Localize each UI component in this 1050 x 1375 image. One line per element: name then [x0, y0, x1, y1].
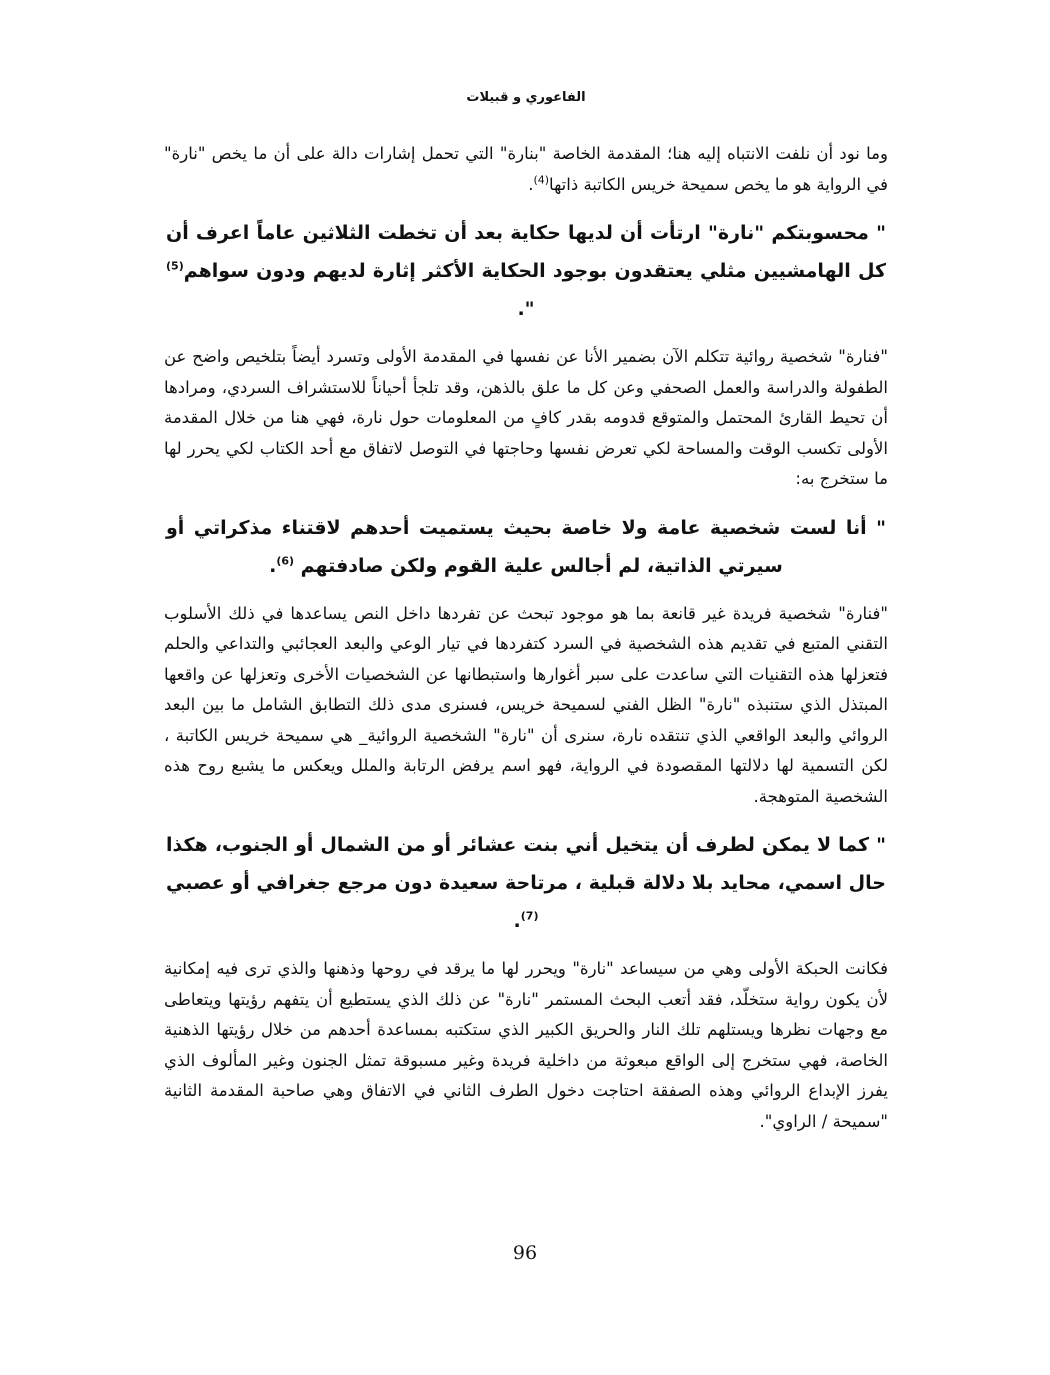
paragraph-fnara-unique: "فنارة" شخصية فريدة غير قانعة بما هو موجود تبحث عن تفردها داخل النص يساعدها في ذلك الأسلوب التقني المتبع في تقديم هذه الشخصية في السرد كتفردها في تيار الوعي والبعد العجائبي والتداعي والحلم فتعزلها هذه التقنيات التي ساعدت على سبر أغوارها واستبطانها عن الشخصيات الأخرى وتعزلها عن واقعها المبتذل الذي ستنبذه "نارة" الظل الفني لسميحة خريس، فسنرى مدى ذلك التطابق الشامل ما بين البعد الروائي والبعد الواقعي الذي تنتقده نارة، سنرى أن "نارة" الشخصية الروائية_ هي سميحة خريس الكاتبة ، لكن التسمية لها دلالتها المقصودة في الرواية، فهو اسم يرفض الرتابة والملل ويعكس ما يشبع روح هذه الشخصية المتوهجة. [164, 603, 888, 806]
paragraph-intro-text: وما نود أن نلفت الانتباه إليه هنا؛ المقدمة الخاصة "بنارة" التي تحمل إشارات دالة على أن ما يخص "نارة" في الرواية هو ما يخص سميحة خريس الكاتبة ذاتها [164, 144, 888, 194]
quote-block-2 [164, 509, 888, 585]
paragraph-intro [164, 139, 888, 200]
running-header: الفاعوري و قبيلات [466, 90, 586, 105]
quote-block-2-end: . [269, 554, 277, 577]
quote-block-2-text: " أنا لست شخصية عامة ولا خاصة بحيث يستميت أحدهم لاقتناء مذكراتي أو سيرتي الذاتية، لم أجالس علية القوم ولكن صادفتهم [166, 516, 886, 577]
quote-block-3-text: " كما لا يمكن لطرف أن يتخيل أني بنت عشائر أو من الشمال أو الجنوب، هكذا حال اسمي، محايد بلا دلالة قبلية ، مرتاحة سعيدة دون مرجع جغرافي أو عصبي [166, 834, 886, 894]
quote-block-1-text: " محسوبتكم "نارة" ارتأت أن لديها حكاية بعد أن تخطت الثلاثين عاماً اعرف أن كل الهامشيين مثلي يعتقدون بوجود الحكاية الأكثر إثارة لديهم ودون سواهم [166, 222, 886, 282]
footnote-ref-6: (6) [276, 554, 295, 568]
quote-block-3 [164, 826, 888, 940]
footnote-ref-5: (5) [166, 259, 184, 273]
quote-block-1-end: ". [517, 298, 535, 320]
paragraph-first-plot: فكانت الحبكة الأولى وهي من سيساعد "نارة" ويحرر لها ما يرقد في روحها وذهنها والذي ترى فيه إمكانية لأن يكون رواية ستخلّد، فقد أتعب البحث المستمر "نارة" عن ذلك الذي يستطيع أن يتفهم رؤيتها ويتعاطى مع وجهات نظرها ويستلهم تلك النار والحريق الكبير الذي ستكتبه بمساعدة أحدهم من خلال رؤيتها الذهنية الخاصة، فهي ستخرج إلى الواقع مبعوثة من داخلية فريدة وغير مسبوقة تمثل الجنون وغير المألوف الذي يفرز الإبداع الروائي وهذه الصفقة احتاجت دخول الطرف الثاني في الاتفاق وهي صاحبة المقدمة الثانية "سميحة / الراوي". [164, 959, 888, 1131]
paragraph-fnara-first-intro: "فنارة" شخصية روائية تتكلم الآن بضمير الأنا عن نفسها في المقدمة الأولى وتسرد أيضاً بتلخيص واضح عن الطفولة والدراسة والعمل الصحفي وعن كل ما علق بالذهن، وقد تلجأ أحياناً للاستشراف السردي، ومرادها أن تحيط القارئ المحتمل والمتوقع قدومه بقدر كافٍ من المعلومات حول نارة، فهي هنا من خلال المقدمة الأولى تكسب الوقت والمساحة لكي تعرض نفسها وحاجتها في التوصل لاتفاق مع أحد الكتاب لكي يحرر لها ما ستخرج به: [164, 347, 888, 488]
footnote-ref-4: (4) [533, 173, 550, 186]
quote-block-1 [164, 214, 888, 328]
footnote-ref-7: (7) [520, 909, 539, 923]
quote-block-3-end: . [513, 910, 521, 932]
page-number: 96 [512, 1242, 538, 1264]
paragraph-intro-end: . [528, 174, 534, 194]
